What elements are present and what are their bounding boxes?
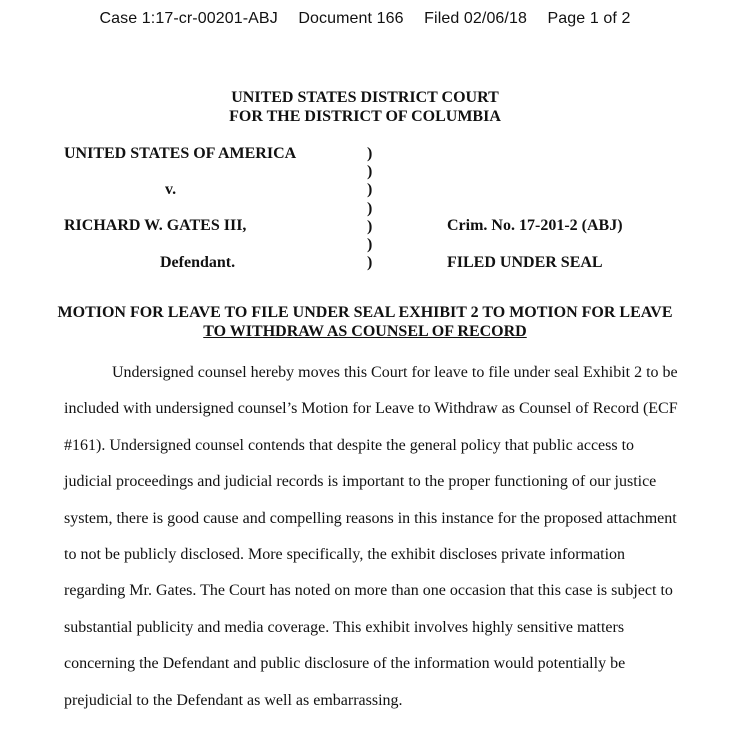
motion-body xyxy=(64,355,692,719)
case-caption xyxy=(0,0,730,300)
body-line: prejudicial to the Defendant as well as embarrassing. xyxy=(64,691,403,709)
body-line: #161). Undersigned counsel contends that despite the general policy that public access to xyxy=(64,436,635,454)
paren: ) xyxy=(367,181,373,199)
motion-title-line-2: TO WITHDRAW AS COUNSEL OF RECORD xyxy=(203,323,527,340)
court-name: UNITED STATES DISTRICT COURT xyxy=(231,89,499,106)
body-line: regarding Mr. Gates. The Court has noted on more than one occasion that this case is subject to xyxy=(64,582,673,600)
paren: ) xyxy=(367,199,373,217)
court-district: FOR THE DISTRICT OF COLUMBIA xyxy=(229,108,501,125)
body-line: included with undersigned counsel’s Motion for Leave to Withdraw as Counsel of Record (ECF xyxy=(64,400,678,418)
plaintiff-name: UNITED STATES OF AMERICA xyxy=(64,145,297,162)
criminal-number: Crim. No. 17-201-2 (ABJ) xyxy=(447,217,623,234)
page-indicator: Page 1 of 2 xyxy=(547,10,631,27)
body-line: substantial publicity and media coverage. This exhibit involves highly sensitive matters xyxy=(64,618,625,636)
body-line: Undersigned counsel hereby moves this Court for leave to file under seal Exhibit 2 to be xyxy=(112,364,678,381)
motion-title-line-1: MOTION FOR LEAVE TO FILE UNDER SEAL EXHIBIT 2 TO MOTION FOR LEAVE xyxy=(57,304,673,321)
paren: ) xyxy=(367,217,373,235)
body-line: to not be publicly disclosed. More specifically, the exhibit discloses private information xyxy=(64,546,626,564)
case-number: Case 1:17-cr-00201-ABJ xyxy=(99,10,278,27)
body-line: concerning the Defendant and public disclosure of the information would potentially be xyxy=(64,655,626,673)
paren: ) xyxy=(367,254,373,272)
document-number: Document 166 xyxy=(298,10,404,27)
paren: ) xyxy=(367,163,373,181)
seal-status: FILED UNDER SEAL xyxy=(447,254,603,271)
paren: ) xyxy=(367,145,373,162)
filed-date: Filed 02/06/18 xyxy=(424,10,527,27)
motion-title xyxy=(0,303,730,341)
versus-label: v. xyxy=(165,181,177,198)
defendant-role: Defendant. xyxy=(160,254,236,271)
paren: ) xyxy=(367,236,373,254)
caption-parentheses xyxy=(367,145,372,272)
body-line: judicial proceedings and judicial records is important to the proper functioning of our justice xyxy=(64,473,657,491)
body-line: system, there is good cause and compelling reasons in this instance for the proposed attachment xyxy=(64,509,677,527)
defendant-name: RICHARD W. GATES III, xyxy=(64,217,247,234)
